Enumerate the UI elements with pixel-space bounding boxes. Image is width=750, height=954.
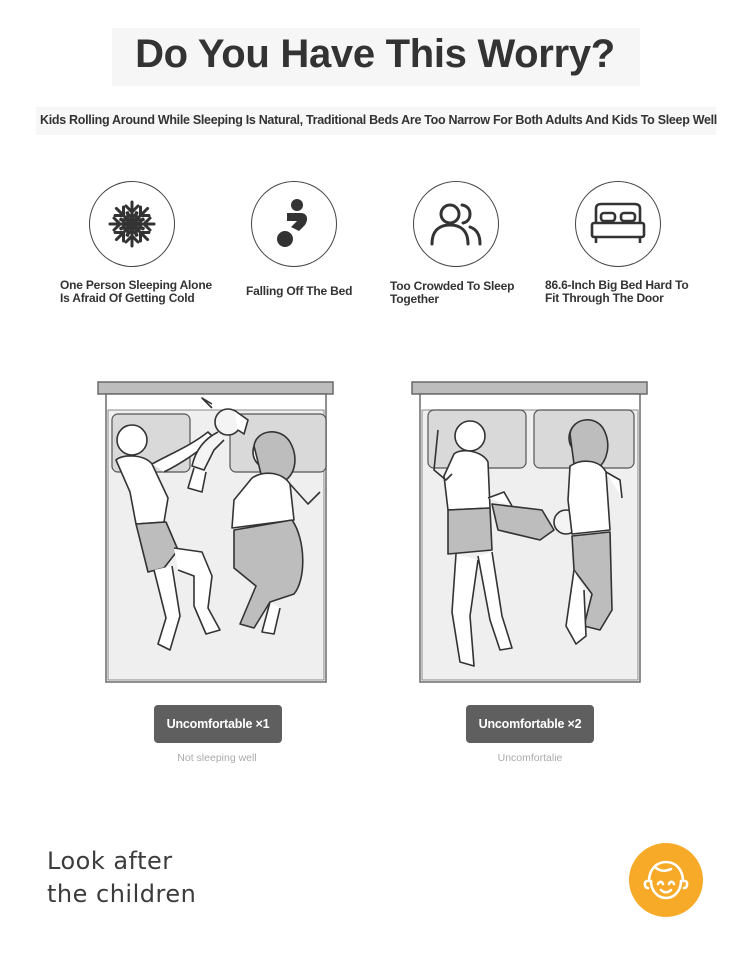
tagline: Look after the children bbox=[47, 847, 197, 908]
worry-label-crowded: Too Crowded To Sleep Together bbox=[390, 279, 515, 306]
two-people-icon bbox=[413, 181, 499, 267]
child-face-icon bbox=[629, 843, 703, 917]
falling-person-icon bbox=[251, 181, 337, 267]
bed-icon bbox=[575, 181, 661, 267]
scene-caption-2: Uncomfortalie bbox=[497, 752, 563, 764]
uncomfortable-badge-2: Uncomfortable ×2 bbox=[466, 705, 594, 743]
scene-caption-1: Not sleeping well bbox=[177, 752, 257, 764]
bed-illustration-crowded bbox=[408, 380, 653, 685]
worry-label-cold: One Person Sleeping Alone Is Afraid Of Getting Cold bbox=[60, 278, 212, 305]
worry-label-door: 86.6-Inch Big Bed Hard To Fit Through The Door bbox=[545, 278, 689, 305]
page-title: Do You Have This Worry? bbox=[135, 32, 615, 76]
uncomfortable-badge-1: Uncomfortable ×1 bbox=[154, 705, 282, 743]
page-subtitle: Kids Rolling Around While Sleeping Is Natural, Traditional Beds Are Too Narrow For Both Adults And Kids To Sleep Well bbox=[40, 113, 717, 127]
worry-label-falling: Falling Off The Bed bbox=[246, 284, 353, 298]
bed-illustration-alone bbox=[94, 380, 339, 685]
snowflake-icon bbox=[89, 181, 175, 267]
